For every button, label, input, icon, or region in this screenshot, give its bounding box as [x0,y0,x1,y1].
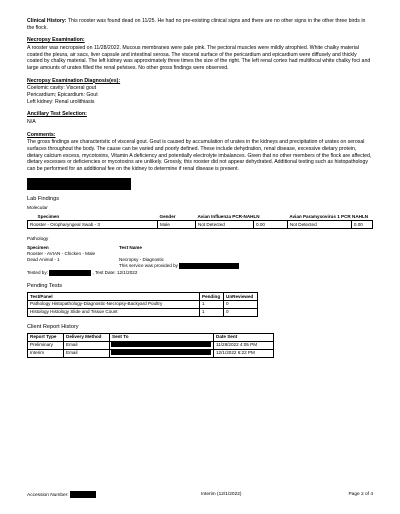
ai-result-cell: Not Detected [196,221,254,229]
delivery-method-cell: Email [64,341,110,349]
column-header: Avian Influenza PCR-NAHLN [197,213,260,219]
necropsy-examination [27,37,373,71]
page-number: Page 2 of 4 [348,491,373,497]
test-date: , Test Date: 12/1/2022 [92,270,138,276]
unreviewed-cell: 0 [224,300,258,308]
table-row [28,308,258,316]
apmv-value-cell: 0.00 [351,221,372,229]
redacted-provider [179,263,239,269]
table-row [28,341,274,349]
necropsy-diagnosis [27,78,373,106]
pathology-grid [27,245,373,269]
panel-cell: Pathology Histopathology-Diagnostic-Necropsy-Backyard Poultry [28,300,200,308]
client-report-history [27,324,373,358]
specimen-line: Rooster - AVIAN - Chicken - Male [27,251,96,256]
apmv-result-cell: Not Detected [287,221,351,229]
specimen-cell: Rooster - Oropharyngeal Swab - 3 [28,221,158,229]
comments [27,132,373,173]
table-row [28,349,274,357]
necropsy-examination-text: A rooster was necropsied on 11/28/2022. Mucous membranes were pale pink. The pectoral muscles were mildly atrophied. White chalky material coated the pleura, air sacs, liver capsule and intestinal serosa. The visceral surface of the pericardium and epicardium were diffusely and thickly coated by chalky material. The left kidney was approximately three times the size of the right. The left renal cortex had multifocal white chalky foci and large amounts of urates filled the renal pelvises. No other gross findings were observed. [27,44,371,71]
test-name: Necropsy - Diagnostic [119,256,164,262]
pathology-label: Pathology [27,237,49,242]
page-footer [27,491,373,499]
diagnosis-line: Pericardium; Epicardium: Gout [27,91,98,98]
column-header: Date Sent [214,333,274,341]
ancillary-heading: Ancillary Test Selection: [27,111,87,118]
unreviewed-cell: 0 [224,308,258,316]
redacted-tester [49,270,91,276]
comments-heading: Comments: [27,131,56,138]
accession-label: Accession Number: [27,492,69,498]
column-header: Test/Panel [28,293,200,301]
column-header: Sent To [110,333,214,341]
date-sent-cell: 11/28/2022 4:05 PM [214,341,274,349]
column-header: Avian Paramyxovirus 1 PCR NAHLN [289,213,369,219]
necropsy-diagnosis-heading: Necropsy Examination Diagnosis(es): [27,77,121,84]
column-header: UnReviewed [224,293,258,301]
accession-number [27,491,96,499]
date-sent-cell: 12/1/2022 6:22 PM [214,349,274,357]
gender-cell: Male [158,221,196,229]
table-header-row [28,293,258,301]
clinical-history [27,18,373,31]
lab-findings [27,196,373,229]
pending-tests-title: Pending Tests [27,282,63,289]
column-header: Gender [159,213,176,219]
comments-text: The gross findings are characteristic of visceral gout. Gout is caused by accumulation of urates in the kidneys and precipitation of urates on serosal surfaces throughout the body. The cause can be varied and poorly defined. These include dehydration, renal disease, excessive dietary protein, dietary calcium excess, mycotoxins, Vitamin A deficiency and potentially electrolyte imbalances. Given that no other members of the flock are affected, dietary excesses or deficiencies or mycotoxins are unlikely. Grossly, this rooster did not appear dehydrated. Additional testing such as histopathology can be performed for an additional fee on the kidney to determine if renal disease is present. [27,139,372,172]
column-header: Pending [200,293,224,301]
column-header: Report Type [28,333,64,341]
molecular-table [27,213,373,229]
provided-by [119,263,373,269]
specimen-line: Dead Animal - 1 [27,256,60,262]
client-report-history-title: Client Report History [27,323,79,330]
redacted-recipient [111,350,211,355]
delivery-method-cell: Email [64,349,110,357]
column-header: Specimen [37,213,60,219]
provided-by-text: This service was provided by [119,262,178,268]
test-name-header: Test Name [119,245,142,251]
table-header-row [28,213,373,221]
redacted-block [27,178,131,190]
lab-findings-title: Lab Findings [27,196,60,203]
pathology-section [27,237,373,276]
table-header-row [28,333,274,341]
client-report-history-table [27,333,274,358]
table-row [28,300,258,308]
ancillary-value: N/A [27,118,36,125]
sent-to-cell [110,341,214,349]
ai-value-cell: 0.00 [254,221,288,229]
panel-cell: Histology Histology Slide and Tissue Count [28,308,200,316]
sent-to-cell [110,349,214,357]
tested-by-label: Tested by: [27,270,48,276]
report-type-cell: Interim [28,349,64,357]
column-header: Delivery Method [64,333,110,341]
diagnosis-line: Coelomic cavity: Visceral gout [27,85,97,92]
report-type-cell: Preliminary [28,341,64,349]
redacted-recipient [111,342,211,347]
table-row [28,221,373,229]
pending-cell: 1 [200,300,224,308]
tested-by-line [27,270,373,276]
pending-cell: 1 [200,308,224,316]
clinical-history-text: This rooster was found dead on 11/25. He had no pre-existing clinical signs and there are no other signs in the other three birds in the flock. [27,18,366,31]
diagnosis-line: Left kidney: Renal urolithiasis [27,98,95,105]
molecular-label: Molecular [27,205,48,211]
clinical-history-label: Clinical History: [27,18,67,24]
ancillary-tests [27,111,373,125]
specimen-header: Specimen [27,245,49,251]
necropsy-examination-heading: Necropsy Examination: [27,37,85,44]
redacted-accession [70,491,96,498]
pending-tests [27,283,373,317]
report-status: Interim (12/1/2022) [201,491,242,497]
pending-tests-table [27,292,258,317]
